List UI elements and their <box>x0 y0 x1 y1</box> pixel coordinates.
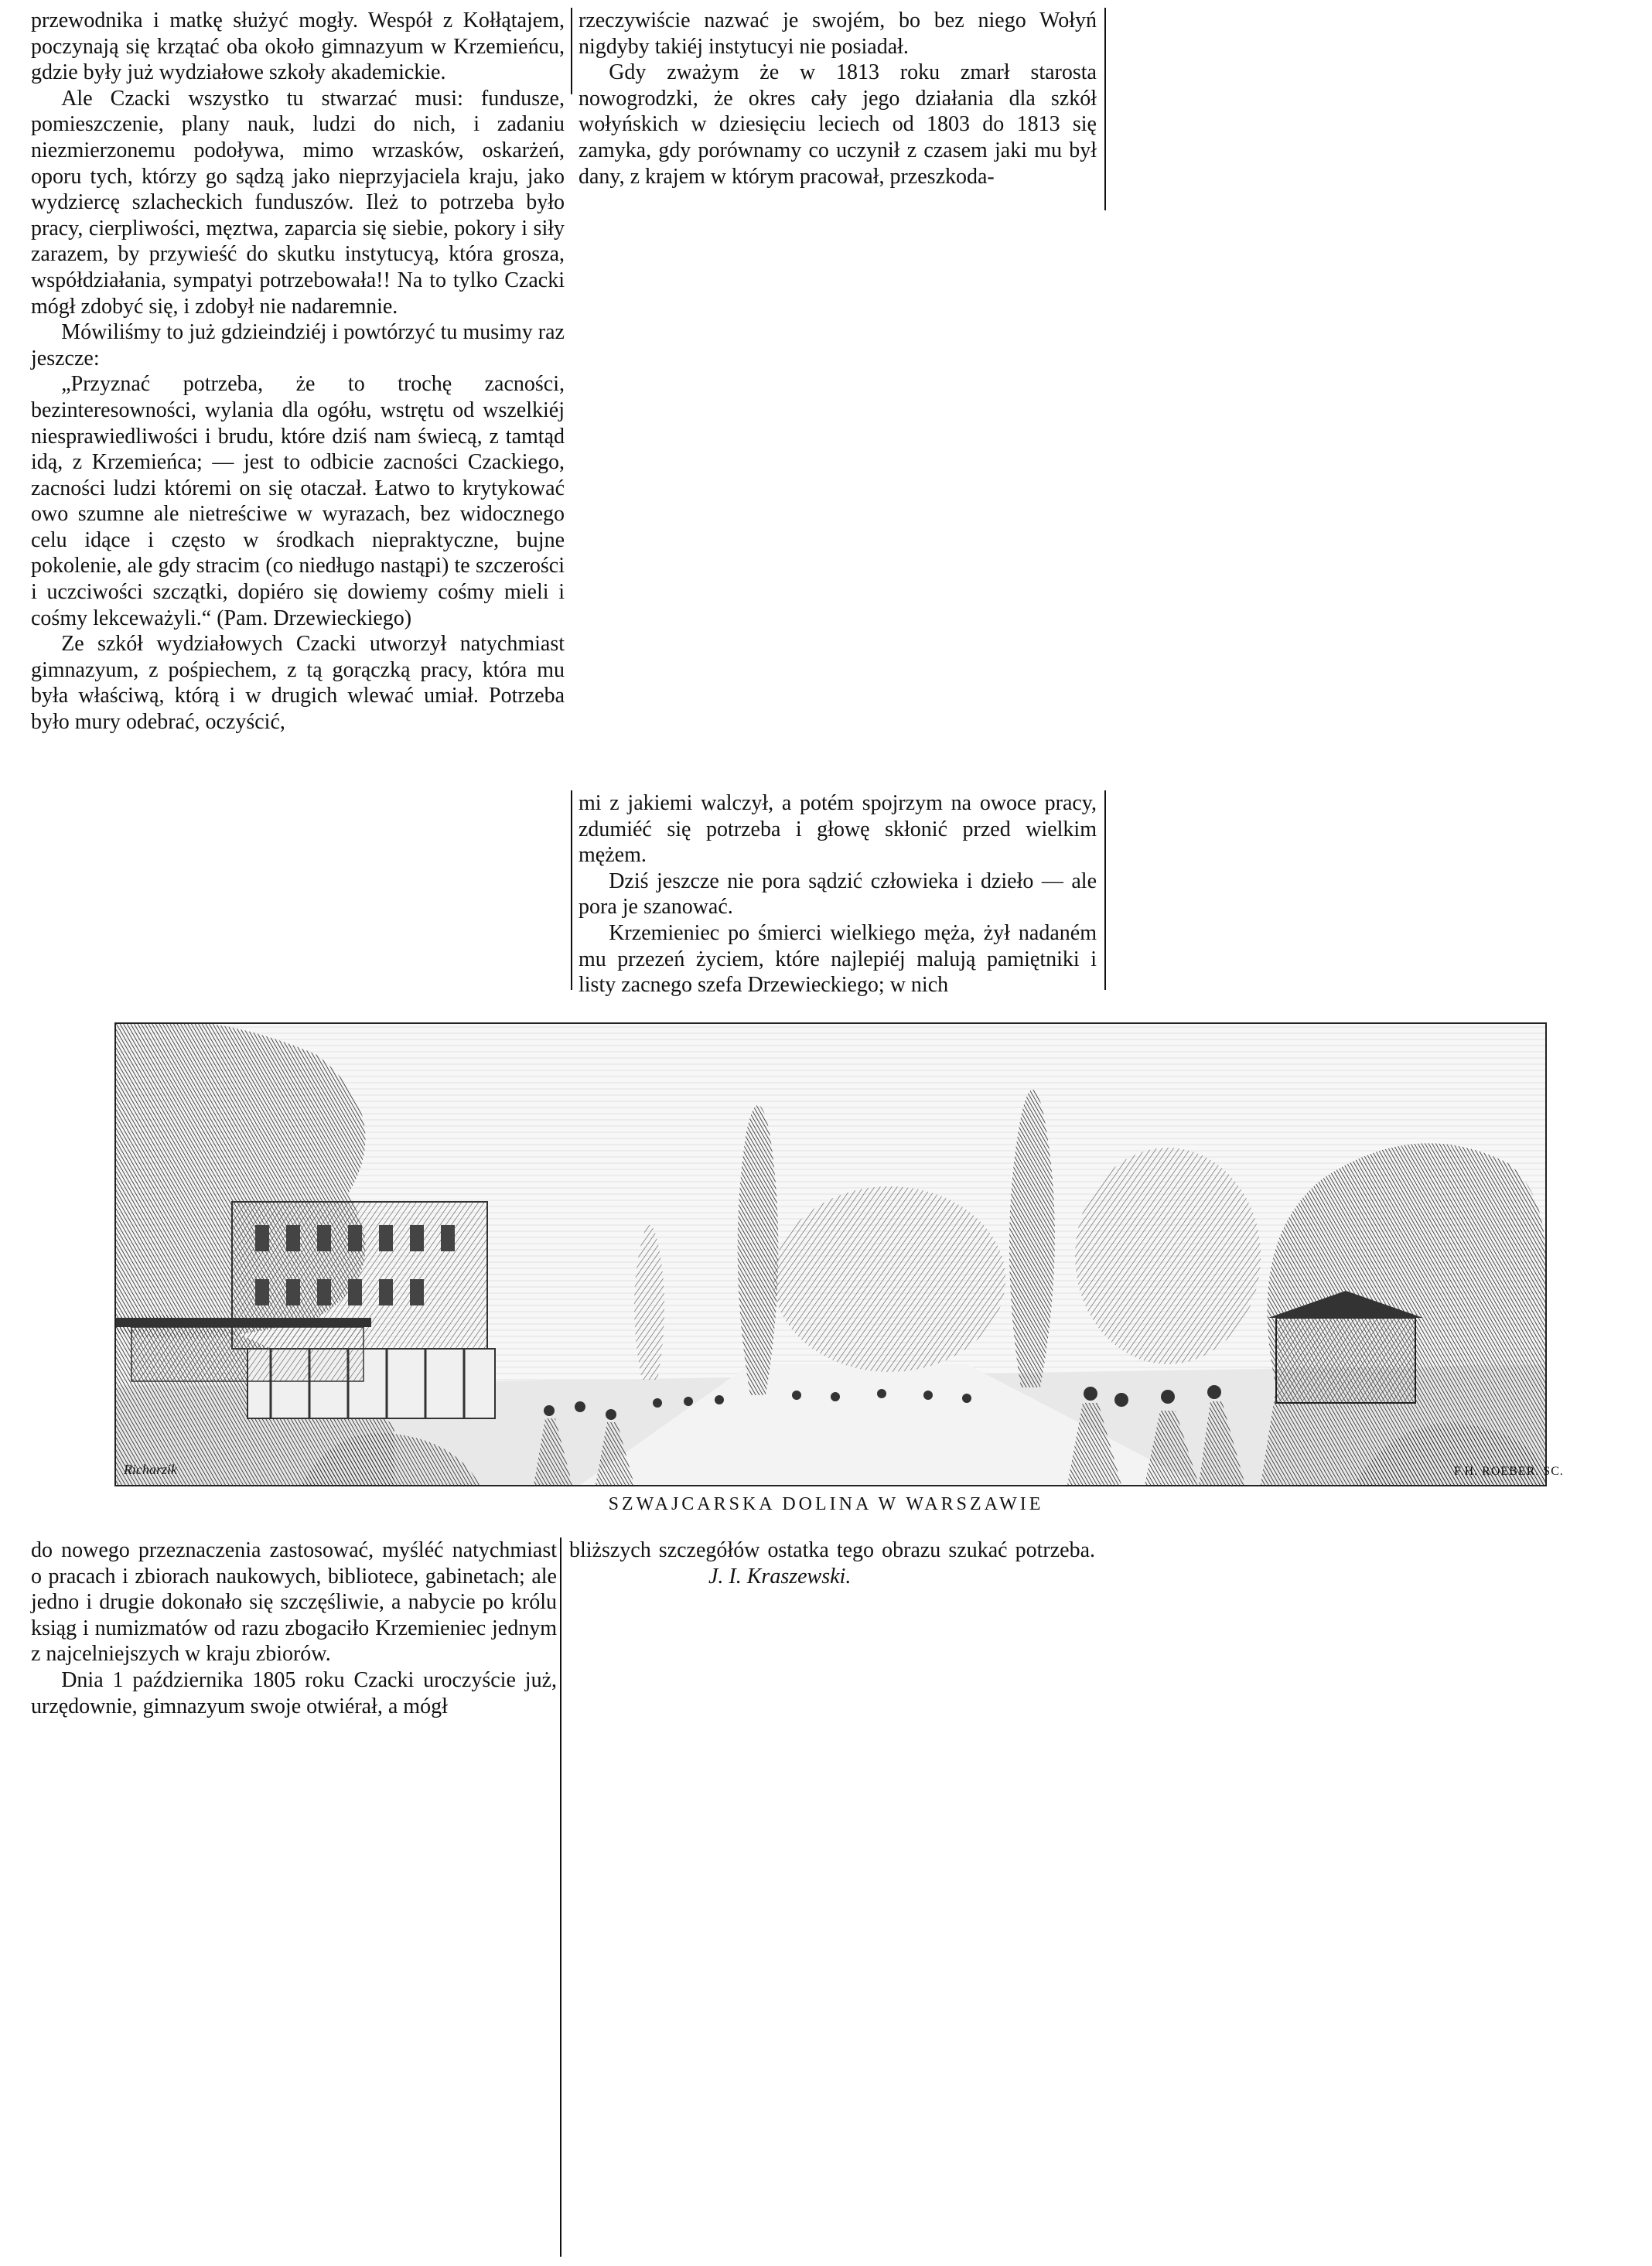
engraving-picture <box>116 1024 1545 1485</box>
column-rule <box>1104 790 1106 990</box>
column-rule <box>560 1537 561 2257</box>
artist-signature: Richarzik <box>124 1462 177 1477</box>
author-signature: J. I. Kraszewski. <box>708 1564 852 1589</box>
paragraph: Dnia 1 października 1805 roku Czacki uroczyście już, urzędownie, gimnazyum swoje otwiérał, a mógł <box>31 1667 557 1718</box>
paragraph: Mówiliśmy to już gdzieindziéj i powtórzyć tu musimy raz jeszcze: <box>31 320 565 370</box>
column-rule <box>571 8 572 94</box>
engraver-signature: F.H. ROEBER. SC. <box>1454 1465 1564 1478</box>
paragraph: Ze szkół wydziałowych Czacki utworzył natychmiast gimnazyum, z pośpiechem, z tą gorączką pracy, która mu była właściwą, którą i w drugich wlewać umiał. Potrzeba było mury odebrać, oczyścić, <box>31 632 565 735</box>
paragraph <box>569 1537 1095 1589</box>
engraving-illustration <box>114 1022 1547 1486</box>
paragraph: Dziś jeszcze nie pora sądzić człowieka i dzieło — ale pora je szanować. <box>579 869 1097 920</box>
column-top-left <box>31 8 565 735</box>
illustration-caption: SZWAJCARSKA DOLINA W WARSZAWIE <box>608 1494 1044 1514</box>
paragraph: Ale Czacki wszystko tu stwarzać musi: fundusze, pomieszczenie, plany nauk, ludzi do nich, i zadaniu niezmierzonemu podoływa, mimo wrzasków, oskarżeń, oporu tych, którzy go sądzą jako nieprzyjaciela kraju, jako wydziercę szlacheckich funduszów. Ileż to potrzeba było pracy, cierpliwości, męztwa, zaparcia się siebie, pokory i siły zarazem, by przywieść do skutku instytucyą, która grosza, współdziałania, sympatyi potrzebowała!! Na to tylko Czacki mógł zdobyć się, i zdobył nie nadaremnie. <box>31 86 565 319</box>
column-bottom-right <box>569 1537 1095 1589</box>
paragraph: Gdy zważym że w 1813 roku zmarł starosta nowogrodzki, że okres cały jego działania dla szkół wołyńskich w dziesięciu leciech od 1803 do 1813 się zamyka, gdy porównamy co uczynił z czasem jaki mu był dany, z krajem w którym pracował, przeszkoda- <box>579 60 1097 189</box>
column-rule <box>1104 8 1106 210</box>
column-rule <box>571 790 572 990</box>
column-top-right-upper <box>579 8 1097 189</box>
paragraph: do nowego przeznaczenia zastosować, myśléć natychmiast o pracach i zbiorach naukowych, bibliotece, gabinetach; ale jedno i drugie dokonało się szczęśliwie, a nabycie po królu ksiąg i numizmatów od razu zbogaciło Krzemieniec jednym z najcelniejszych w kraju zbiorów. <box>31 1538 557 1667</box>
paragraph: przewodnika i matkę służyć mogły. Wespół z Kołłątajem, poczynają się krzątać oba około gimnazyum w Krzemieńcu, gdzie były już wydziałowe szkoły akademickie. <box>31 9 565 85</box>
paragraph: rzeczywiście nazwać je swojém, bo bez niego Wołyń nigdyby takiéj instytucyi nie posiadał. <box>579 9 1097 59</box>
closing-text: bliższych szczegółów ostatka tego obrazu szukać potrzeba. <box>569 1538 1095 1562</box>
column-top-right-lower <box>579 790 1097 998</box>
paragraph: „Przyznać potrzeba, że to trochę zacności, bezinteresowności, wylania dla ogółu, wstrętu od wszelkiéj niesprawiedliwości i brudu, które dziś nam świecą, z tamtąd idą, z Krzemieńca; — jest to odbicie zacności Czackiego, zacności ludzi któremi on się otaczał. Łatwo to krytykować owo szumne ale nietreściwe w wyrazach, bez widocznego celu idące i często w środkach niepraktyczne, bujne pokolenie, ale gdy stracim (co niedługo nastąpi) te szczerości i uczciwości szczątki, dopiéro się dowiemy cośmy mieli i cośmy lekceważyli.“ (Pam. Drzewieckiego) <box>31 372 565 630</box>
paragraph: mi z jakiemi walczył, a potém spojrzym na owoce pracy, zdumiéć się potrzeba i głowę skłonić przed wielkim mężem. <box>579 791 1097 868</box>
paragraph: Krzemieniec po śmierci wielkiego męża, żył nadaném mu przezeń życiem, które najlepiéj malują pamiętniki i listy zacnego szefa Drzewieckiego; w nich <box>579 920 1097 998</box>
column-bottom-left <box>31 1537 557 1719</box>
